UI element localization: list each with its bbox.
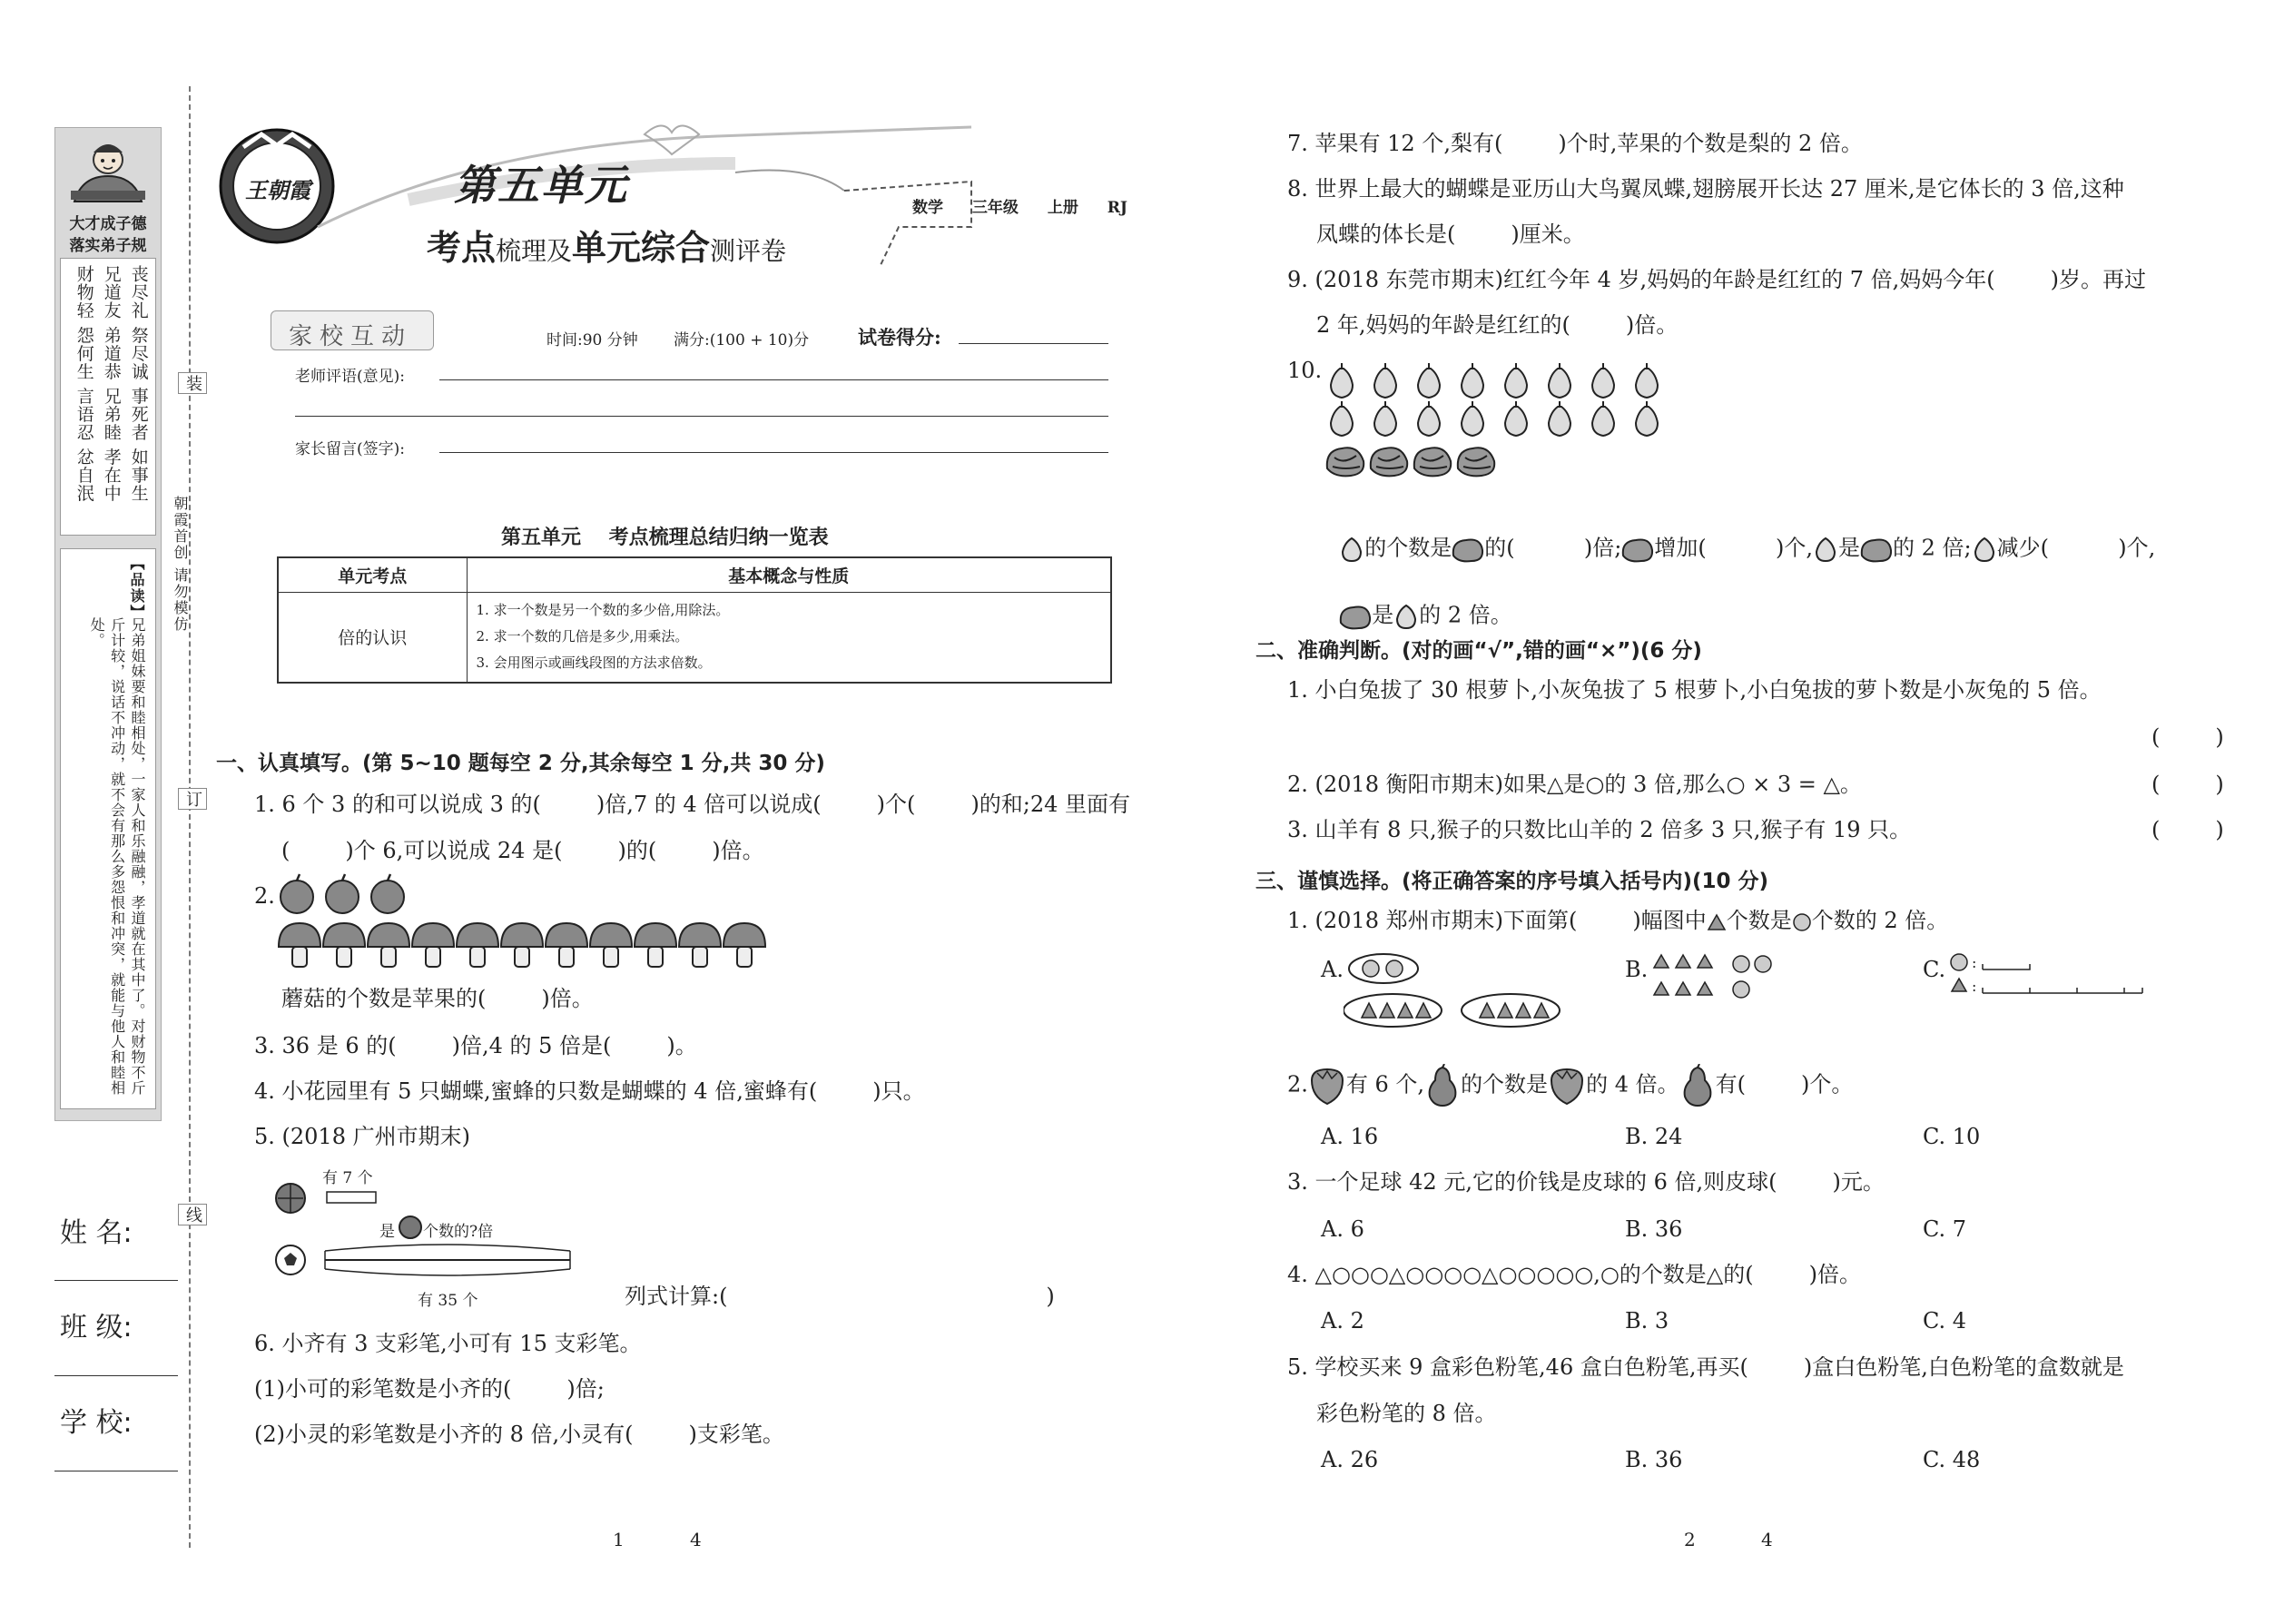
- pear-icon: [1424, 1064, 1461, 1107]
- s3-q5-line2: 彩色粉笔的 8 倍。: [1316, 1401, 1497, 1426]
- student-class-field[interactable]: [54, 1375, 178, 1376]
- subtitle-part-2: 梳理及: [496, 236, 573, 266]
- svg-text::: :: [1972, 954, 1977, 971]
- score-label: 满分:(100 + 10)分: [674, 331, 810, 349]
- circle-icon: [1792, 912, 1812, 932]
- table-cell-points: [467, 592, 1111, 683]
- s3-q2: [1287, 1064, 1853, 1107]
- meta-subject: 数学: [912, 199, 943, 217]
- s3-q3-opt-c: C. 7: [1923, 1216, 1967, 1242]
- s3-q1-opt-c: C.: [1923, 957, 1946, 982]
- summary-title: 第五单元 考点梳理总结归纳一览表: [501, 527, 829, 549]
- s2-answer-2[interactable]: ( ): [2151, 772, 2224, 797]
- s1-q4: 4. 小花园里有 5 只蝴蝶,蜜蜂的只数是蝴蝶的 4 倍,蜜蜂有( )只。: [254, 1078, 925, 1104]
- student-name-label: 姓 名:: [60, 1217, 133, 1249]
- point-3: 3. 会用图示或画线段图的方法求倍数。: [476, 655, 712, 672]
- section3-heading: 三、谨慎选择。(将正确答案的序号填入括号内)(10 分): [1255, 870, 1769, 893]
- meta-tags: [912, 194, 1127, 217]
- q10-seg-1: 的个数是: [1364, 535, 1452, 561]
- section2-heading: 二、准确判断。(对的画“√”,错的画“×”)(6 分): [1255, 639, 1702, 663]
- point-1: 1. 求一个数是另一个数的多少倍,用除法。: [476, 602, 730, 619]
- s1-q5: 5. (2018 广州市期末): [254, 1124, 470, 1149]
- s3-q2-e: 有( )个。: [1715, 1071, 1854, 1097]
- cabbage-icon: [1452, 536, 1484, 563]
- parent-comment-label: 家长留言(签字):: [295, 440, 405, 458]
- q10-seg-6: 减少( )个,: [1996, 535, 2156, 561]
- s1-q1-line1: 1. 6 个 3 的和可以说成 3 的( )倍,7 的 4 倍可以说成( )个( )的和;24 里面有: [254, 792, 1131, 817]
- q5-mid-label: 是: [379, 1223, 395, 1241]
- s3-q2-b: 有 6 个,: [1345, 1071, 1425, 1097]
- test-score-field[interactable]: [959, 343, 1108, 344]
- unit-title: 第五单元: [454, 161, 628, 210]
- s3-q1-opt-a: A.: [1321, 957, 1344, 982]
- s3-q2-opt-b: B. 24: [1625, 1124, 1683, 1149]
- sidebar-verse-col-b: 兄道友 弟道恭 兄弟睦 孝在中: [101, 265, 122, 503]
- s3-q3: 3. 一个足球 42 元,它的价钱是皮球的 6 倍,则皮球( )元。: [1287, 1169, 1885, 1195]
- meta-grade: 三年级: [971, 199, 1019, 217]
- cut-line: [189, 86, 191, 1548]
- s3-q5-opt-c: C. 48: [1923, 1447, 1981, 1472]
- s3-q2-opt-c: C. 10: [1923, 1124, 1981, 1149]
- sidebar-verse-col-c: 丧尽礼 祭尽诚 事死者 如事生: [128, 265, 149, 503]
- parent-comment-field[interactable]: [439, 452, 1108, 453]
- r-q10-line2: [1325, 581, 1512, 630]
- fold-mark-2: 订: [178, 788, 207, 810]
- r-q10-line1: [1325, 514, 2155, 563]
- subtitle-part-4: 测评卷: [710, 236, 787, 266]
- teacher-comment-field-2[interactable]: [295, 416, 1108, 417]
- footer-right-page: 2: [1684, 1529, 1696, 1550]
- s3-q1-c: 个数的 2 倍。: [1811, 908, 1949, 933]
- s1-q3: 3. 36 是 6 的( )倍,4 的 5 倍是( )。: [254, 1033, 697, 1058]
- scholar-avatar: [64, 136, 153, 209]
- s3-q1-opt-b: B.: [1625, 957, 1649, 982]
- sidebar-reading-text: 兄弟姐妹要和睦相处，一家人和乐融融，孝道就在其中了。对财物不斤斤计较，说话不冲动，就不会有那么多怨恨和冲突，就能与他人和睦相处。: [88, 617, 146, 1096]
- footer-left-page: 1: [613, 1529, 625, 1550]
- s3-q3-opt-a: A. 6: [1321, 1216, 1364, 1242]
- s3-q1-a: 1. (2018 郑州市期末)下面第( )幅图中: [1287, 908, 1707, 933]
- s2-answer-1[interactable]: ( ): [2151, 724, 2224, 750]
- r-q7: 7. 苹果有 12 个,梨有( )个时,苹果的个数是梨的 2 倍。: [1287, 131, 1863, 156]
- onion-icon: [1972, 536, 1997, 563]
- section1-heading: 一、认真填写。(第 5~10 题每空 2 分,其余每空 1 分,共 30 分): [216, 752, 825, 775]
- point-2: 2. 求一个数的几倍是多少,用乘法。: [476, 628, 689, 645]
- s2-item-3: 3. 山羊有 8 只,猴子的只数比山羊的 2 倍多 3 只,猴子有 19 只。: [1287, 817, 1912, 842]
- fold-mark-1: 装: [178, 372, 207, 394]
- footer-left-unit: 4: [690, 1529, 702, 1550]
- q5-bottom-label: 有 35 个: [418, 1292, 478, 1310]
- q5-top-label: 有 7 个: [322, 1169, 373, 1187]
- table-header-topic: 单元考点: [278, 557, 467, 592]
- s3-q5-opt-b: B. 36: [1625, 1447, 1683, 1472]
- apples-row: [277, 871, 422, 917]
- option-c-figure: [1948, 950, 2148, 1000]
- s3-q2-opt-a: A. 16: [1321, 1124, 1379, 1149]
- q5-mid-label-2: 个数的?倍: [423, 1223, 494, 1241]
- option-a-figure: [1344, 949, 1570, 1030]
- r-q9-line2: 2 年,妈妈的年龄是红红的( )倍。: [1316, 312, 1679, 338]
- footer-right-unit: 4: [1761, 1529, 1773, 1550]
- s3-q4-opt-c: C. 4: [1923, 1308, 1967, 1334]
- s3-q2-d: 的 4 倍。: [1586, 1071, 1679, 1097]
- s1-q2-number: 2.: [254, 883, 275, 909]
- student-class-label: 班 级:: [60, 1312, 133, 1343]
- student-school-label: 学 校:: [60, 1407, 133, 1439]
- teacher-comment-label: 老师评语(意见):: [295, 368, 405, 386]
- fold-mark-3: 线: [178, 1204, 207, 1225]
- cabbage-icon: [1860, 536, 1893, 563]
- s3-q5-line1: 5. 学校买来 9 盒彩色粉笔,46 盒白色粉笔,再买( )盒白色粉笔,白色粉笔的盒数就是: [1287, 1354, 2124, 1380]
- s2-item-1: 1. 小白兔拔了 30 根萝卜,小灰兔拔了 5 根萝卜,小白兔拔的萝卜数是小灰兔的 5 倍。: [1287, 677, 2102, 703]
- summary-table: [277, 556, 1112, 684]
- s1-q6b: (2)小灵的彩笔数是小齐的 8 倍,小灵有( )支彩笔。: [254, 1422, 784, 1447]
- triangle-icon: [1707, 913, 1727, 931]
- side-note: 朝霞首创 请勿模仿: [172, 496, 189, 634]
- s2-item-2: 2. (2018 衡阳市期末)如果△是○的 3 倍,那么○ × 3 = △。: [1287, 772, 1862, 797]
- s1-q1-line2: ( )个 6,可以说成 24 是( )的( )倍。: [281, 838, 764, 863]
- interaction-label: 家校互动: [289, 323, 413, 350]
- cabbage-icon: [1339, 603, 1372, 630]
- meta-edition: RJ: [1107, 199, 1127, 217]
- q10-seg-8: 的 2 倍。: [1419, 602, 1512, 628]
- s1-q2-text: 蘑菇的个数是苹果的( )倍。: [281, 986, 594, 1011]
- test-subtitle: [427, 220, 786, 270]
- r-q10-number: 10.: [1287, 358, 1323, 383]
- teacher-comment-field[interactable]: [439, 379, 1108, 380]
- s3-q5-opt-a: A. 26: [1321, 1447, 1379, 1472]
- sidebar-motto-bottom: 落实弟子规: [69, 237, 147, 255]
- s3-q3-opt-b: B. 36: [1625, 1216, 1683, 1242]
- q10-illustration: [1325, 361, 1689, 488]
- s2-answer-3[interactable]: ( ): [2151, 817, 2224, 842]
- s3-q2-a: 2.: [1287, 1071, 1308, 1097]
- subtitle-part-3: 单元综合: [572, 228, 711, 268]
- r-q9-line1: 9. (2018 东莞市期末)红红今年 4 岁,妈妈的年龄是红红的 7 倍,妈妈今年( )岁。再过: [1287, 267, 2147, 292]
- strawberry-icon: [1548, 1066, 1586, 1106]
- time-label: 时间:90 分钟: [546, 331, 638, 349]
- q10-seg-3: 增加( )个,: [1654, 535, 1814, 561]
- svg-text::: :: [1972, 978, 1977, 995]
- s3-q4-opt-a: A. 2: [1321, 1308, 1364, 1334]
- strawberry-icon: [1308, 1066, 1346, 1106]
- q10-seg-2: 的( )倍;: [1484, 535, 1622, 561]
- s1-q6a: (1)小可的彩笔数是小齐的( )倍;: [254, 1376, 605, 1402]
- table-header-concept: 基本概念与性质: [467, 557, 1111, 592]
- table-cell-topic: 倍的认识: [278, 592, 467, 683]
- s3-q4-opt-b: B. 3: [1625, 1308, 1669, 1334]
- pear-icon: [1679, 1064, 1716, 1107]
- meta-volume: 上册: [1047, 199, 1078, 217]
- r-q8-line2: 凤蝶的体长是( )厘米。: [1316, 221, 1585, 247]
- s3-q4: 4. △○○○△○○○○△○○○○○,○的个数是△的( )倍。: [1287, 1262, 1861, 1287]
- q10-seg-5: 的 2 倍;: [1893, 535, 1972, 561]
- q5-calc: 列式计算:( ): [625, 1284, 1055, 1309]
- s1-q6: 6. 小齐有 3 支彩笔,小可有 15 支彩笔。: [254, 1331, 642, 1356]
- option-b-figure: [1650, 950, 1796, 1004]
- brand-logo-text: 王朝霞: [245, 177, 310, 203]
- test-score-label: 试卷得分:: [858, 326, 941, 349]
- s3-q1: [1287, 910, 1948, 932]
- sidebar-verse-col-a: 财物轻 怨何生 言语忍 忿自泯: [74, 265, 94, 503]
- subtitle-part-1: 考点: [427, 228, 497, 268]
- s3-q2-c: 的个数是: [1461, 1071, 1549, 1097]
- onion-icon: [1393, 603, 1419, 630]
- sidebar-motto-top: 大才成子德: [69, 215, 147, 233]
- onion-icon: [1339, 536, 1364, 563]
- sidebar-reading-label: 【品读】: [128, 556, 145, 621]
- cabbage-icon: [1621, 536, 1654, 563]
- mushrooms-row: [277, 920, 822, 970]
- s3-q1-b: 个数是: [1726, 908, 1792, 933]
- onion-icon: [1813, 536, 1838, 563]
- student-name-field[interactable]: [54, 1280, 178, 1281]
- r-q8-line1: 8. 世界上最大的蝴蝶是亚历山大鸟翼凤蝶,翅膀展开长达 27 厘米,是它体长的 3 倍,这种: [1287, 176, 2124, 202]
- q10-seg-4: 是: [1838, 535, 1861, 561]
- q10-seg-7: 是: [1372, 602, 1394, 628]
